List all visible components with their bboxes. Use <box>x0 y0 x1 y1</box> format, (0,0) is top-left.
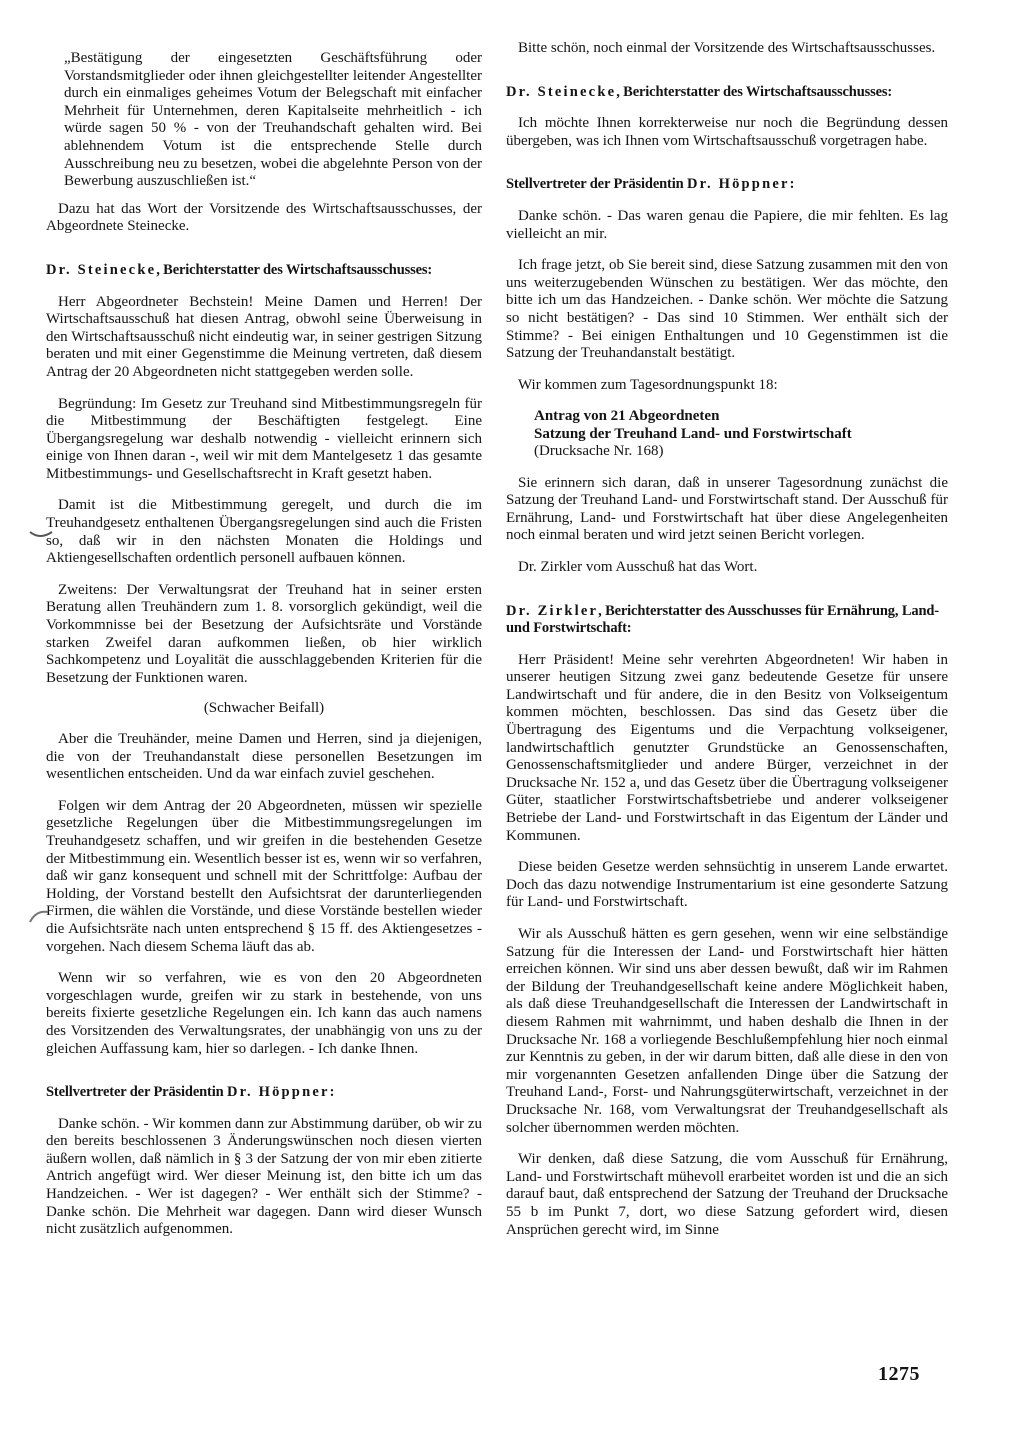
paragraph: Sie erinnern sich daran, daß in unserer Tagesordnung zunächst die Satzung der Treuhand Land- und Forstwirtschaft stand. Der Ausschuß für Ernährung, Land- und Forstwirtschaft hat über diese Angelegenheiten noch einmal beraten und wird jetzt seinen Bericht vorlegen. <box>506 474 948 544</box>
margin-scan-mark <box>26 908 52 926</box>
margin-scan-mark <box>28 526 54 542</box>
paragraph: Wir kommen zum Tagesordnungspunkt 18: <box>518 376 778 393</box>
paragraph: Diese beiden Gesetze werden sehnsüchtig in unserem Lande erwartet. Doch das dazu notwendige Instrumentarium ist eine gesonderte Satzung für Land- und Forstwirtschaft. <box>506 859 948 911</box>
paragraph: Ich möchte Ihnen korrekterweise nur noch die Begründung dessen übergeben, was ich Ihnen vom Wirtschaftsausschuß vorgetragen habe. <box>506 115 948 149</box>
paragraph: Danke schön. - Wir kommen dann zur Abstimmung darüber, ob wir zu den bereits beschlossenen 3 Änderungswünschen noch diesen vierten äußern wollen, daß nämlich in § 3 der Satzung der von mir eben zitierte Antrich angefügt wird. Wer dieser Meinung ist, den bitte ich um das Handzeichen. - Wer ist dagegen? - Wer enthält sich der Stimme? - Danke schön. Die Mehrheit war dagegen. Dann wird dieser Wunsch nicht zusätzlich aufgenommen. <box>46 1115 482 1238</box>
paragraph: Begründung: Im Gesetz zur Treuhand sind Mitbestimmungsregeln für die Mitbestimmung der Beschäftigten festgelegt. Eine Übergangsregelung war deshalb notwendig - vielleicht erinnern sich einige von Ihnen daran -, weil wir mit dem Mantelgesetz 1 das gesamte Mitbestimmungs- und Gesellschaftsrecht in Kraft gesetzt haben. <box>46 395 482 482</box>
speaker-name: Dr. Steinecke <box>46 261 157 278</box>
motion-document-ref: (Drucksache Nr. 168) <box>534 443 664 460</box>
speaker-role: : <box>329 1084 335 1101</box>
motion-title: Satzung der Treuhand Land- und Forstwirtschaft <box>534 425 852 442</box>
paragraph: Ich frage jetzt, ob Sie bereit sind, diese Satzung zusammen mit den von uns weiterzugebenden Wünschen zu bestätigen. Wer das möchte, den bitte ich um das Handzeichen. - Danke schön. Wer möchte die Satzung so nicht bestätigen? - Das sind 10 Stimmen. Wer enthält sich der Stimme? - Bei einigen Enthaltungen und 10 Gegenstimmen ist die Satzung der Treuhandanstalt bestätigt. <box>506 257 948 362</box>
speaker-name: Dr. Steinecke <box>506 83 617 100</box>
paragraph: Aber die Treuhänder, meine Damen und Herren, sind ja diejenigen, die von der Treuhandanstalt diese personellen Besetzungen im wesentlichen entscheiden. Und da war einfach zuviel geschehen. <box>46 731 482 783</box>
speaker-name: Dr. Höppner <box>226 1084 330 1101</box>
speaker-name: Dr. Zirkler <box>506 602 599 619</box>
right-column <box>506 40 948 1239</box>
left-column <box>46 40 482 1239</box>
agenda-motion <box>506 408 948 460</box>
paragraph: Dr. Zirkler vom Ausschuß hat das Wort. <box>518 558 758 575</box>
speaker-heading <box>506 84 948 102</box>
page-number: 1275 <box>878 1363 920 1385</box>
paragraph: Dazu hat das Wort der Vorsitzende des Wirtschaftsausschusses, der Abgeordnete Steinecke. <box>46 200 482 235</box>
speaker-prefix: Stellvertreter der Präsidentin <box>506 176 687 193</box>
paragraph: Wir als Ausschuß hätten es gern gesehen, wenn wir eine selbständige Satzung für die Interessen der Land- und Forstwirtschaft hier hätten erreichen können. Wir sind uns aber dessen bewußt, daß wir im Rahmen der Bildung der Treuhandgesellschaft keine andere Möglichkeit haben, als daß diese Treuhandgesellschaft die Interessen der Landwirtschaft in diesem Rahmen mit wahrnimmt, und haben deshalb die Ihnen in der Drucksache Nr. 168 a vorliegende Beschlußempfehlung hier noch einmal zur Kenntnis zu geben, in der wir darum bitten, daß alle diese in den von mir vorgenannten Gesetzen anfallenden Dinge über die Satzung der Treuhand Land-, Forst- und Nahrungsgüterwirtschaft, verzeichnet in der Drucksache Nr. 168, vom Verwaltungsrat der Treuhandgesellschaft als solcher übernommen werden möchten. <box>506 926 948 1136</box>
speaker-role: , Berichterstatter des Wirtschaftsausschusses: <box>616 83 893 100</box>
stage-direction: (Schwacher Beifall) <box>203 700 325 717</box>
speaker-heading <box>506 176 948 194</box>
speaker-name: Dr. Höppner <box>686 176 790 193</box>
speaker-heading <box>46 262 482 280</box>
paragraph: Danke schön. - Das waren genau die Papiere, die mir fehlten. Es lag vielleicht an mir. <box>506 207 948 242</box>
speaker-role: , Berichterstatter des Ausschusses für Ernährung, Land- und Forstwirtschaft: <box>506 602 939 637</box>
paragraph: Bitte schön, noch einmal der Vorsitzende des Wirtschaftsausschusses. <box>518 40 936 56</box>
paragraph: Damit ist die Mitbestimmung geregelt, und durch die im Treuhandgesetz enthaltenen Übergangsregelungen sind auch die Fristen so, daß wir in den nächsten Monaten die Holdings und Aktiengesellschaften ordentlich personell aufbauen können. <box>46 497 482 567</box>
paragraph: Zweitens: Der Verwaltungsrat der Treuhand hat in seiner ersten Beratung allen Treuhändern zum 1. 8. vorsorglich gekündigt, weil die Vorkommnisse bei der Besetzung der Aufsichtsräte und Vorstände starken Zweifel daran aufkommen ließen, ob hier wirklich Sachkompetenz und Loyalität die ausschlaggebenden Kriterien für die Besetzung der Funktionen waren. <box>46 581 482 686</box>
speaker-heading <box>506 603 948 638</box>
paragraph: Herr Abgeordneter Bechstein! Meine Damen und Herren! Der Wirtschaftsausschuß hat diesen Antrag, obwohl seine Überweisung in den Wirtschaftsausschuß nicht eindeutig war, in seiner gestrigen Sitzung beraten und mit einer Gegenstimme die Meinung vertreten, daß diesem Antrag der 20 Abgeordneten nicht stattgegeben werden solle. <box>46 293 482 380</box>
paragraph: Folgen wir dem Antrag der 20 Abgeordneten, müssen wir spezielle gesetzliche Regelungen über die Mitbestimmungsregelungen im Treuhandgesetz schaffen, und wir greifen in die bestehenden Gesetze der Mitbestimmung ein. Wesentlich besser ist es, wenn wir so verfahren, daß wir ganz konsequent und schnell mit der Schrittfolge: Aufbau der Holding, der Vorstand bestellt den Aufsichtsrat der darunterliegenden Firmen, die wählen die Vorstände, und diese Vorstände bestellen wieder die Aufsichtsräte nach unten entsprechend § 15 ff. des Aktiengesetzes - vorgehen. Nach diesem Schema läuft das ab. <box>46 797 482 955</box>
speaker-role: , Berichterstatter des Wirtschaftsausschusses: <box>156 261 433 278</box>
motion-title: Antrag von 21 Abgeordneten <box>534 408 720 425</box>
paragraph: Wir denken, daß diese Satzung, die vom Ausschuß für Ernährung, Land- und Forstwirtschaft mühevoll erarbeitet worden ist und die an sich darauf baut, daß entsprechend der Satzung der Treuhand der Drucksache 55 b im Punkt 7, dort, wo diese Satzung gefordert wird, diesen Ansprüchen gerecht wird, im Sinne <box>506 1151 948 1238</box>
paragraph: Herr Präsident! Meine sehr verehrten Abgeordneten! Wir haben in unserer heutigen Sitzung zwei ganz bedeutende Gesetze für unsere Landwirtschaft und für andere, die in den Besitz von Volkseigentum kommen möchten, beschlossen. Das sind das Gesetz über die Übertragung des Eigentums und die Verpachtung volkseigener, landwirtschaftlich genutzter Grundstücke an Genossenschaften, Genossenschaftsmitglieder und andere Bürger, verzeichnet in der Drucksache Nr. 152 a, und das Gesetz über die Übertragung volkseigener Güter, staatlicher Forstwirtschaftsbetriebe und anderer volkseigener Betriebe der Land- und Forstwirtschaft in das Eigentum der Länder und Kommunen. <box>506 651 948 844</box>
paragraph: Wenn wir so verfahren, wie es von den 20 Abgeordneten vorgeschlagen wurde, greifen wir zu stark in bestehende, von uns bereits fixierte gesetzliche Regelungen ein. Ich kann das auch namens des Vorsitzenden des Verwaltungsrates, der unabhängig von uns zu der gleichen Auffassung kam, hier so darlegen. - Ich danke Ihnen. <box>46 970 482 1057</box>
speaker-prefix: Stellvertreter der Präsidentin <box>46 1084 227 1101</box>
speaker-heading <box>46 1084 482 1102</box>
quoted-motion: „Bestätigung der eingesetzten Geschäftsführung oder Vorstandsmitglieder oder ihnen gleichgestellter leitender Angestellter durch ein einmaliges geheimes Votum der Belegschaft mit einfacher Mehrheit für Unternehmen, deren Kapitalseite mehrheitlich - ich würde sagen 50 % - von der Treuhandschaft gehalten wird. Bei ablehnendem Votum ist die entsprechende Stelle durch Ausschreibung neu zu besetzen, wobei die abgelehnte Person von der Bewerbung auszuschließen ist.“ <box>64 50 482 190</box>
speaker-role: : <box>789 176 795 193</box>
